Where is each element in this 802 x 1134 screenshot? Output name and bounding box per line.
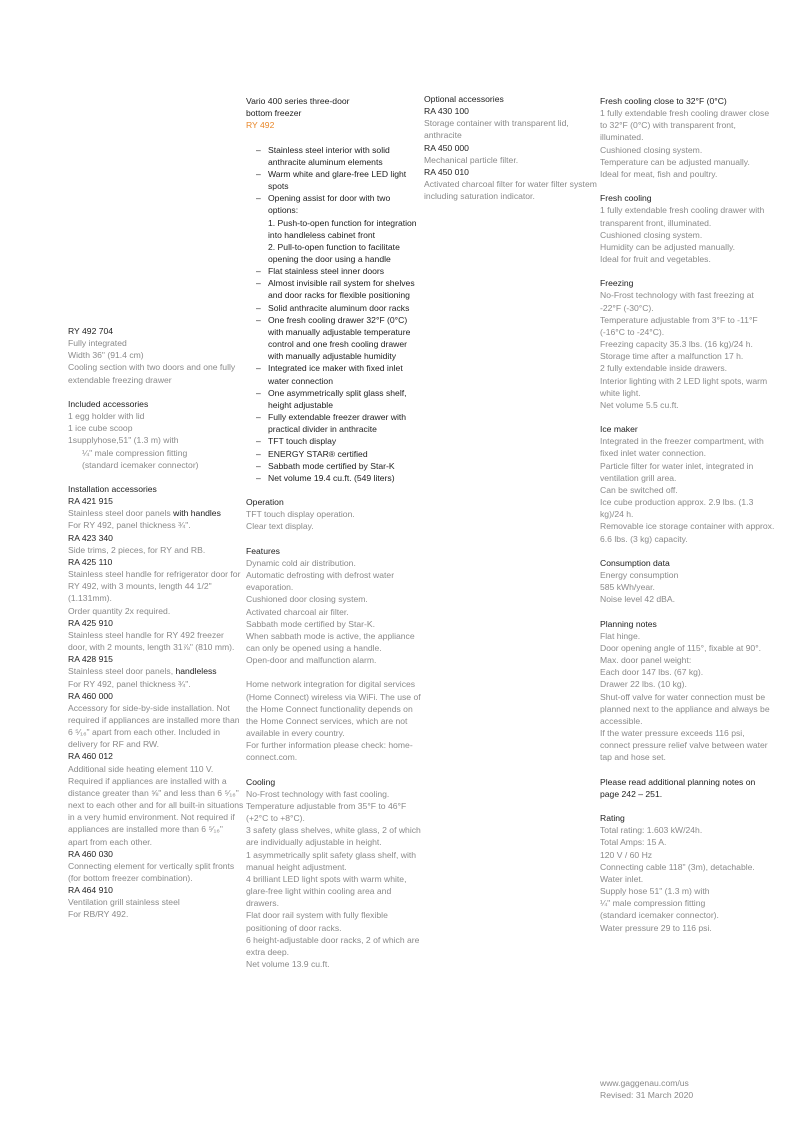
accessory-desc: Additional side heating element 110 V. Required if appliances are installed with a distance greater than ⅝" and less than 6 ⁵⁄₁₆" next to each other and for all built-in situations in a very humid environment. Not required if appliances are installed more than 6 ⁵⁄₁₆" apart from each other. bbox=[68, 763, 244, 847]
spec-line: Water pressure 29 to 116 psi. bbox=[600, 922, 712, 933]
accessory-code: RA 460 000 bbox=[68, 690, 113, 701]
spec-line: Total Amps: 15 A. bbox=[600, 837, 667, 848]
accessory-desc: Stainless steel door panels with handles bbox=[68, 508, 221, 519]
included-item: 1 ice cube scoop bbox=[68, 423, 133, 434]
spec-line: Humidity can be adjusted manually. bbox=[600, 241, 736, 252]
features-line: Automatic defrosting with defrost water evaporation. bbox=[246, 570, 395, 593]
accessory-code: RA 425 110 bbox=[68, 556, 113, 567]
model-desc-1: Fully integrated bbox=[68, 338, 127, 349]
cooling-line: 6 height-adjustable door racks, 2 of which are extra deep. bbox=[246, 934, 420, 957]
bullet-item: – Integrated ice maker with fixed inlet water connection bbox=[256, 362, 422, 386]
spec-line: Water inlet. bbox=[600, 873, 644, 884]
accessory-code: RA 428 915 bbox=[68, 654, 113, 665]
spec-line: Door opening angle of 115°, fixable at 90°. bbox=[600, 642, 762, 653]
fresh-cooling-heading: Fresh cooling bbox=[600, 193, 652, 204]
included-item-indent: ¼" male compression fitting bbox=[82, 447, 188, 458]
included-item: 1supplyhose,51" (1.3 m) with bbox=[68, 435, 179, 446]
spec-line: Integrated in the freezer compartment, with fixed inlet water connection. bbox=[600, 436, 764, 459]
spec-line: ¼" male compression fitting bbox=[600, 898, 706, 909]
bullet-item: – One asymmetrically split glass shelf, height adjustable bbox=[256, 387, 422, 411]
accessory-desc: Stainless steel handle for refrigerator door for RY 492, with 3 mounts, length 44 1/2" (1.131mm). bbox=[68, 569, 241, 604]
spec-line: Cushioned closing system. bbox=[600, 144, 703, 155]
bullet-item: – Net volume 19.4 cu.ft. (549 liters) bbox=[256, 472, 422, 484]
spec-line: Particle filter for water inlet, integrated in ventilation grill area. bbox=[600, 460, 754, 483]
spec-line: Temperature adjustable from 3°F to -11°F (-16°C to -24°C). bbox=[600, 314, 758, 337]
spec-line: Temperature can be adjusted manually. bbox=[600, 156, 750, 167]
spec-line: Total rating: 1.603 kW/24h. bbox=[600, 825, 703, 836]
spec-line: Drawer 22 lbs. (10 kg). bbox=[600, 679, 687, 690]
operation-line: TFT touch display operation. bbox=[246, 509, 355, 520]
features-line: Open-door and malfunction alarm. bbox=[246, 655, 377, 666]
spec-line: Connecting cable 118" (3m), detachable. bbox=[600, 861, 755, 872]
column-specifications bbox=[600, 95, 776, 934]
spec-line: No-Frost technology with fast freezing at -22°F (-30°C). bbox=[600, 290, 754, 313]
product-series-subtitle: bottom freezer bbox=[246, 108, 302, 119]
product-series-title: Vario 400 series three-door bbox=[246, 96, 350, 106]
accessory-code: RA 460 030 bbox=[68, 848, 113, 859]
included-accessories-heading: Included accessories bbox=[68, 398, 149, 409]
accessory-desc: For RY 492, panel thickness ¾". bbox=[68, 678, 191, 689]
spec-line: 1 fully extendable fresh cooling drawer close to 32°F (0°C) with transparent front, illuminated. bbox=[600, 108, 770, 143]
feature-bullet-list bbox=[246, 144, 422, 484]
features-line: Dynamic cold air distribution. bbox=[246, 557, 356, 568]
installation-accessories-heading: Installation accessories bbox=[68, 484, 157, 494]
spec-line: 2 fully extendable inside drawers. bbox=[600, 363, 728, 374]
rating-heading: Rating bbox=[600, 813, 625, 824]
optional-accessories-heading: Optional accessories bbox=[424, 94, 504, 104]
accessory-desc: Stainless steel handle for RY 492 freezer door, with 2 mounts, length 31⅞" (810 mm). bbox=[68, 629, 235, 653]
fresh-cooling-zero-heading: Fresh cooling close to 32°F (0°C) bbox=[600, 96, 727, 106]
cooling-heading: Cooling bbox=[246, 776, 276, 787]
included-item-indent: (standard icemaker connector) bbox=[82, 459, 199, 470]
accessory-desc: Mechanical particle filter. bbox=[424, 154, 519, 165]
planning-notes-heading: Planning notes bbox=[600, 618, 657, 629]
accessory-desc: Side trims, 2 pieces, for RY and RB. bbox=[68, 544, 206, 555]
accessory-desc: Accessory for side-by-side installation. Not required if appliances are installed more than 6 ⁵⁄₁₆" apart from each other. Included in delivery for RF and RW. bbox=[68, 702, 240, 750]
bullet-item: – One fresh cooling drawer 32°F (0°C) with manually adjustable temperature control and one fresh cooling drawer with manually adjustable humidity bbox=[256, 314, 422, 363]
bullet-item: – TFT touch display bbox=[256, 435, 422, 447]
accessory-desc: Order quantity 2x required. bbox=[68, 605, 171, 616]
cooling-line: 3 safety glass shelves, white glass, 2 of which are individually adjustable in height. bbox=[246, 825, 421, 848]
bullet-item: – Solid anthracite aluminum door racks bbox=[256, 302, 422, 314]
spec-line: Flat hinge. bbox=[600, 630, 641, 641]
model-desc-3: Cooling section with two doors and one fully extendable freezing drawer bbox=[68, 362, 236, 385]
spec-line: Ideal for fruit and vegetables. bbox=[600, 254, 711, 265]
spec-line: (standard icemaker connector). bbox=[600, 910, 719, 921]
column-product-overview bbox=[246, 95, 422, 970]
bullet-item: – Warm white and glare-free LED light spots bbox=[256, 168, 422, 192]
accessory-code: RA 450 000 bbox=[424, 142, 469, 153]
features-line: Sabbath mode certified by Star-K. bbox=[246, 618, 375, 629]
planning-reference-note: Please read additional planning notes on page 242 – 251. bbox=[600, 776, 756, 799]
freezing-heading: Freezing bbox=[600, 278, 634, 289]
accessory-desc: Stainless steel door panels, handleless bbox=[68, 666, 217, 677]
cooling-line: No-Frost technology with fast cooling. bbox=[246, 788, 390, 799]
accessory-code: RA 450 010 bbox=[424, 166, 469, 177]
spec-line: Energy consumption bbox=[600, 570, 679, 581]
accessory-code: RA 421 915 bbox=[68, 496, 113, 507]
accessory-desc: Ventilation grill stainless steel bbox=[68, 897, 180, 908]
accessory-code: RA 464 910 bbox=[68, 885, 113, 896]
bullet-item: – Opening assist for door with two options: bbox=[256, 192, 422, 216]
spec-line: 585 kWh/year. bbox=[600, 582, 655, 593]
bullet-item: – Almost invisible rail system for shelves and door racks for flexible positioning bbox=[256, 277, 422, 301]
home-network-text: Home network integration for digital services (Home Connect) wireless via WiFi. The use of the Home Connect functionality depends on the Home Connect services, which are not available in every country. bbox=[246, 679, 421, 739]
spec-line: Max. door panel weight: bbox=[600, 655, 692, 666]
spec-line: Freezing capacity 35.3 lbs. (16 kg)/24 h. bbox=[600, 339, 753, 350]
accessory-desc: Activated charcoal filter for water filter system including saturation indicator. bbox=[424, 179, 597, 202]
home-network-link-text: For further information please check: home-connect.com. bbox=[246, 740, 413, 763]
accessory-desc: For RB/RY 492. bbox=[68, 909, 129, 920]
spec-line: Noise level 42 dBA. bbox=[600, 594, 675, 605]
consumption-heading: Consumption data bbox=[600, 557, 670, 568]
spec-line: 1 fully extendable fresh cooling drawer with transparent front, illuminated. bbox=[600, 205, 765, 228]
page-footer bbox=[600, 1077, 780, 1101]
spec-line: Ice cube production approx. 2.9 lbs. (1.3 kg)/24 h. bbox=[600, 497, 754, 520]
accessory-desc: For RY 492, panel thickness ¾". bbox=[68, 520, 191, 531]
features-heading: Features bbox=[246, 545, 280, 556]
accessory-code: RA 425 910 bbox=[68, 617, 113, 628]
bullet-item: – Stainless steel interior with solid anthracite aluminum elements bbox=[256, 144, 422, 168]
spec-line: Interior lighting with 2 LED light spots, warm white light. bbox=[600, 375, 768, 398]
features-line: Activated charcoal air filter. bbox=[246, 606, 349, 617]
spec-line: Each door 147 lbs. (67 kg). bbox=[600, 667, 704, 678]
model-number: RY 492 704 bbox=[68, 326, 114, 336]
product-model-accent: RY 492 bbox=[246, 120, 275, 131]
spec-line: Net volume 5.5 cu.ft. bbox=[600, 399, 679, 410]
features-line: Cushioned door closing system. bbox=[246, 594, 368, 605]
cooling-line: 1 asymmetrically split safety glass shelf, with manual height adjustment. bbox=[246, 849, 417, 872]
bullet-item: – Sabbath mode certified by Star-K bbox=[256, 460, 422, 472]
operation-heading: Operation bbox=[246, 497, 284, 508]
operation-line: Clear text display. bbox=[246, 521, 314, 532]
column-model-accessories bbox=[68, 325, 244, 921]
bullet-subitem: 2. Pull-to-open function to facilitate opening the door using a handle bbox=[268, 241, 400, 265]
revision-date: Revised: 31 March 2020 bbox=[600, 1090, 694, 1101]
model-desc-2: Width 36" (91.4 cm) bbox=[68, 350, 144, 361]
accessory-code: RA 460 012 bbox=[68, 751, 113, 762]
spec-line: Shut-off valve for water connection must be planned next to the appliance and always be accessible. bbox=[600, 691, 770, 726]
accessory-code: RA 430 100 bbox=[424, 106, 469, 117]
bullet-item: – Flat stainless steel inner doors bbox=[256, 265, 422, 277]
column-optional-accessories bbox=[424, 93, 600, 202]
spec-line: Cushioned closing system. bbox=[600, 229, 703, 240]
spec-line: If the water pressure exceeds 116 psi, connect pressure relief valve between water tap and hose set. bbox=[600, 728, 768, 763]
accessory-code: RA 423 340 bbox=[68, 532, 113, 543]
spec-line: Storage time after a malfunction 17 h. bbox=[600, 351, 744, 362]
website-url: www.gaggenau.com/us bbox=[600, 1078, 689, 1088]
spec-line: Removable ice storage container with approx. 6.6 lbs. (3 kg) capacity. bbox=[600, 521, 775, 544]
bullet-item: – Fully extendable freezer drawer with practical divider in anthracite bbox=[256, 411, 422, 435]
spec-line: 120 V / 60 Hz bbox=[600, 849, 653, 860]
spec-line: Can be switched off. bbox=[600, 484, 678, 495]
included-item: 1 egg holder with lid bbox=[68, 411, 145, 422]
cooling-line: Net volume 13.9 cu.ft. bbox=[246, 959, 330, 970]
cooling-line: Temperature adjustable from 35°F to 46°F (+2°C to +8°C). bbox=[246, 800, 407, 824]
ice-maker-heading: Ice maker bbox=[600, 424, 638, 435]
spec-line: Supply hose 51" (1.3 m) with bbox=[600, 886, 710, 897]
features-line: When sabbath mode is active, the appliance can only be opened using a handle. bbox=[246, 630, 415, 653]
spec-line: Ideal for meat, fish and poultry. bbox=[600, 168, 718, 179]
bullet-item: – ENERGY STAR® certified bbox=[256, 448, 422, 460]
accessory-desc: Connecting element for vertically split fronts (for bottom freezer combination). bbox=[68, 860, 235, 883]
cooling-line: Flat door rail system with fully flexible positioning of door racks. bbox=[246, 910, 388, 933]
bullet-subitem: 1. Push-to-open function for integration into handleless cabinet front bbox=[268, 217, 417, 240]
cooling-line: 4 brilliant LED light spots with warm white, glare-free light within cooling area and drawers. bbox=[246, 873, 407, 909]
accessory-desc: Storage container with transparent lid, anthracite bbox=[424, 118, 569, 141]
